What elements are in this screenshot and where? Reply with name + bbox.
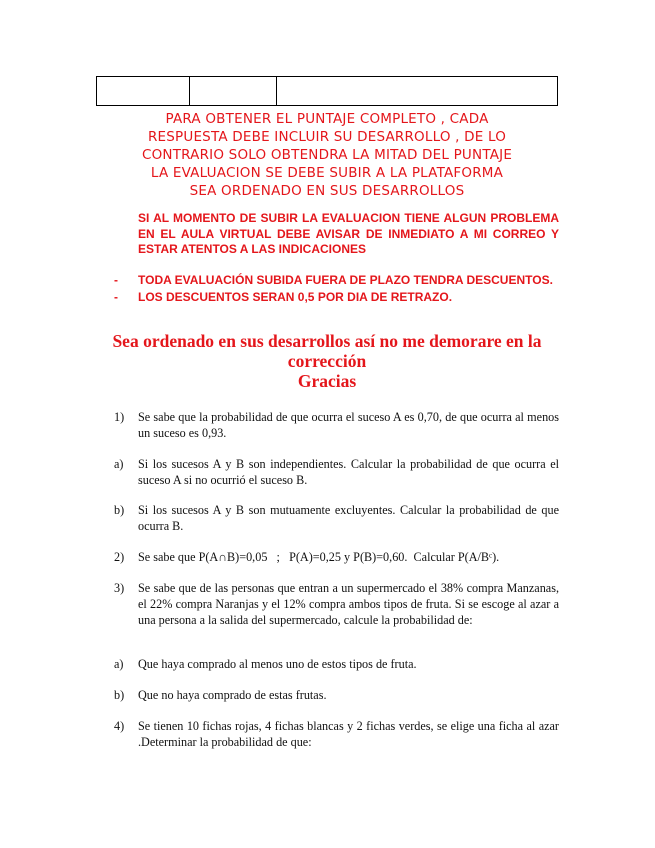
question-2 [114, 549, 559, 565]
question-3a [114, 656, 559, 672]
question-1a [114, 456, 559, 488]
notice-line-3: CONTRARIO SOLO OBTENDRA LA MITAD DEL PUNTAJE [141, 147, 513, 163]
thanks-line-3: Gracias [297, 371, 357, 391]
question-3b [114, 687, 559, 703]
bullet-dash: - [114, 289, 118, 304]
penalty-item [114, 290, 559, 306]
question-4 [114, 718, 559, 750]
question-marker: 2) [114, 550, 125, 564]
notice-line-1: PARA OBTENER EL PUNTAJE COMPLETO , CADA [165, 111, 489, 127]
notice-line-2: RESPUESTA DEBE INCLUIR SU DESARROLLO , DE LO [147, 129, 507, 145]
thanks-message [96, 331, 558, 391]
thanks-line-1: Sea ordenado en sus desarrollos así no me demorare en la [112, 331, 542, 351]
penalty-text: TODA EVALUACIÓN SUBIDA FUERA DE PLAZO TENDRA DESCUENTOS. [138, 273, 553, 287]
upload-warning: SI AL MOMENTO DE SUBIR LA EVALUACION TIENE ALGUN PROBLEMA EN EL AULA VIRTUAL DEBE AVISAR DE INMEDIATO A MI CORREO Y ESTAR ATENTOS A LAS INDICACIONES [138, 211, 559, 256]
question-marker: 4) [114, 719, 125, 733]
question-text: Se sabe que P(A∩B)=0,05 ; P(A)=0,25 y P(B)=0,60. Calcular P(A/Bᶜ). [138, 550, 500, 564]
question-text: Se sabe que de las personas que entran a un supermercado el 38% compra Manzanas, el 22% compra Naranjas y el 12% compra ambos tipos de fruta. Si se escoge al azar a una persona a la salida del supermercado, calcule la probabilidad de: [138, 581, 559, 627]
question-text: Se tienen 10 fichas rojas, 4 fichas blancas y 2 fichas verdes, se elige una ficha al azar .Determinar la probabilidad de que: [138, 719, 559, 749]
question-1 [114, 409, 559, 441]
question-text: Que haya comprado al menos uno de estos tipos de fruta. [138, 657, 417, 671]
question-text: Si los sucesos A y B son mutuamente excluyentes. Calcular la probabilidad de que ocurra B. [138, 503, 559, 533]
header-table [96, 76, 558, 106]
notice-line-4: LA EVALUACION SE DEBE SUBIR A LA PLATAFORMA [150, 165, 504, 181]
question-marker: a) [114, 457, 124, 471]
question-3 [114, 580, 559, 628]
header-cell-2 [190, 77, 277, 106]
penalty-text: LOS DESCUENTOS SERAN 0,5 POR DIA DE RETRAZO. [138, 289, 453, 304]
question-text: Que no haya comprado de estas frutas. [138, 688, 327, 702]
question-marker: b) [114, 688, 125, 702]
header-cell-3 [277, 77, 558, 106]
question-text: Si los sucesos A y B son independientes. Calcular la probabilidad de que ocurra el suceso A si no ocurrió el suceso B. [138, 457, 559, 487]
header-cell-1 [97, 77, 190, 106]
question-marker: 1) [114, 410, 125, 424]
question-1b [114, 502, 559, 534]
penalty-list [114, 273, 559, 306]
penalty-item [114, 273, 559, 289]
question-text: Se sabe que la probabilidad de que ocurra el suceso A es 0,70, de que ocurra al menos un suceso es 0,93. [138, 410, 559, 440]
question-marker: b) [114, 503, 125, 517]
bullet-dash: - [114, 273, 118, 287]
question-marker: a) [114, 657, 124, 671]
thanks-line-2: corrección [287, 351, 367, 371]
notice-line-5: SEA ORDENADO EN SUS DESARROLLOS [189, 183, 465, 199]
question-marker: 3) [114, 581, 125, 595]
